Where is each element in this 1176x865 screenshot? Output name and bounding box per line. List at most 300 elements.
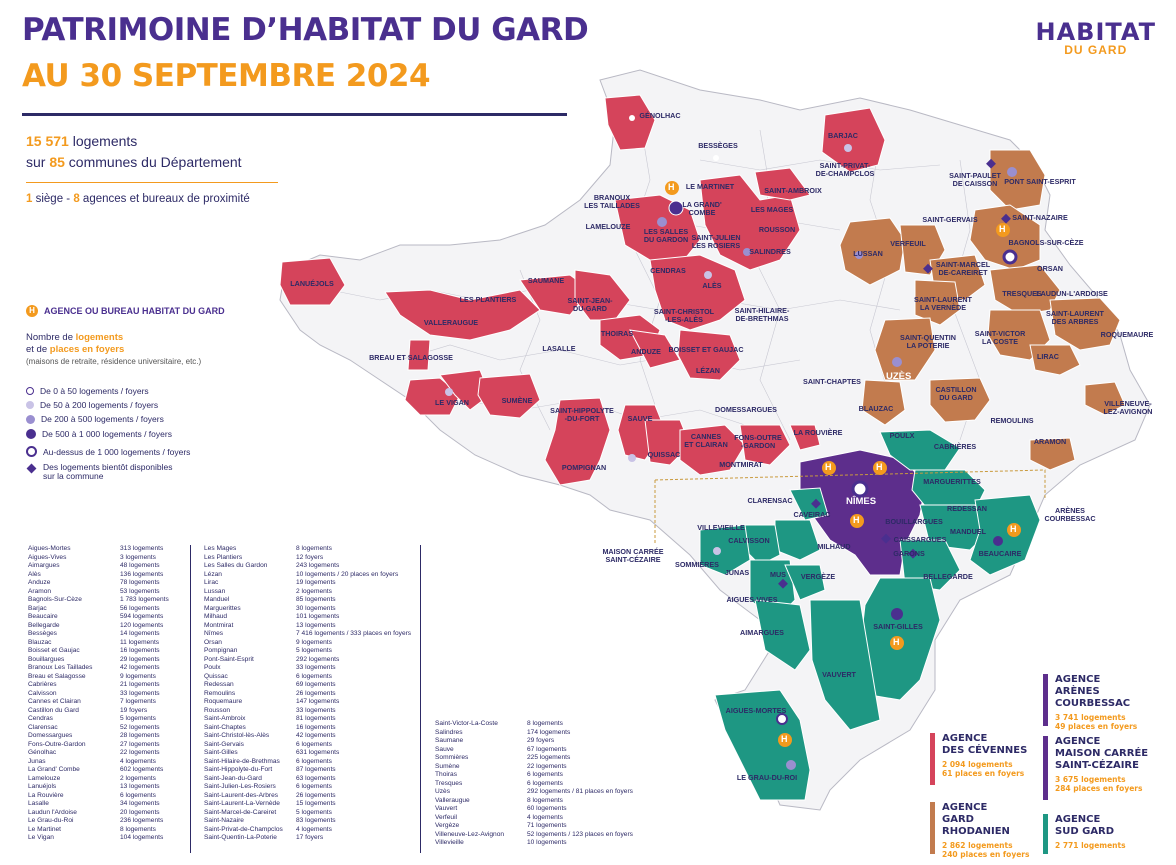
commune-name: Orsan bbox=[204, 638, 222, 646]
map-label: SALINDRES bbox=[749, 247, 791, 256]
commune-count: 6 logements bbox=[527, 779, 563, 787]
commune-count: 29 foyers bbox=[527, 737, 555, 744]
commune-count: 136 logements bbox=[120, 570, 164, 578]
commune-count: 3 logements bbox=[120, 553, 156, 561]
marker-ales bbox=[704, 271, 712, 279]
map-label: MILHAUD bbox=[817, 542, 851, 551]
commune-name: Villevieille bbox=[435, 839, 464, 846]
map-label: AIGUES-MORTES bbox=[725, 706, 787, 715]
marker-pont-st-esprit bbox=[1007, 167, 1017, 177]
commune-name: Sommières bbox=[435, 754, 469, 761]
commune-count: 2 logements bbox=[296, 587, 332, 595]
commune-name: Bellegarde bbox=[28, 621, 60, 629]
map-label: PONT SAINT-ESPRIT bbox=[1004, 177, 1076, 186]
commune-name: Salindres bbox=[435, 728, 463, 736]
map-label: SAINT-GILLES bbox=[873, 622, 923, 631]
agence-h-icon: H bbox=[853, 515, 860, 525]
agence-h-icon: H bbox=[1010, 524, 1017, 534]
map-label: BEAUCAIRE bbox=[978, 549, 1022, 558]
commune-count: 2 logements bbox=[120, 774, 156, 782]
legend-size-50-200: De 50 à 200 logements / foyers bbox=[26, 400, 158, 410]
map-label: LES PLANTIERS bbox=[459, 295, 517, 304]
commune-name: Saint-Christol-lès-Alès bbox=[204, 732, 270, 739]
map-label: SAINT-JULIEN LES ROSIERS bbox=[691, 233, 741, 250]
agency-sud-gard: AGENCE SUD GARD 2 771 logements bbox=[1043, 814, 1171, 854]
map-label: LANUÉJOLS bbox=[290, 279, 334, 288]
commune-count: 19 foyers bbox=[120, 706, 148, 714]
commune-count: 5 logements bbox=[296, 808, 332, 816]
map-label: SAINT-PRIVAT- DE-CHAMPCLOS bbox=[815, 161, 875, 178]
map-label-uzes: UZÈS bbox=[886, 371, 912, 382]
map-label: LAUDUN-L'ARDOISE bbox=[1036, 289, 1108, 298]
commune-name: Saint-Laurent-des-Arbres bbox=[204, 791, 279, 799]
commune-name: Les Plantiers bbox=[204, 553, 243, 561]
map-label: SUMÈNE bbox=[501, 396, 533, 405]
legend-intro: Nombre de logements et de places en foyers (maisons de retraite, résidence universitaire, etc.) bbox=[26, 332, 202, 366]
commune-count: 12 foyers bbox=[296, 553, 324, 561]
commune-count: 56 logements bbox=[120, 604, 160, 612]
commune-count: 33 logements bbox=[120, 689, 160, 697]
map-label: BESSÈGES bbox=[698, 141, 738, 150]
map-label: SOMMIÈRES bbox=[675, 560, 719, 569]
marker-beaucaire bbox=[993, 536, 1003, 546]
map-label: CASTILLON DU GARD bbox=[935, 385, 977, 402]
map-label: MANDUEL bbox=[950, 527, 986, 536]
commune-count: 27 logements bbox=[120, 740, 160, 748]
commune-count: 8 logements bbox=[120, 825, 156, 833]
map-label: SAUVE bbox=[627, 414, 653, 423]
map-label: CANNES ET CLAIRAN bbox=[684, 432, 728, 449]
commune-count: 22 logements bbox=[527, 762, 567, 770]
commune-name: Le Martinet bbox=[28, 825, 61, 833]
map-label: JUNAS bbox=[724, 568, 750, 577]
commune-count: 101 logements bbox=[296, 613, 340, 620]
commune-count: 6 logements bbox=[296, 757, 332, 765]
commune-name: Quissac bbox=[204, 672, 228, 680]
commune-name: Vauvert bbox=[435, 805, 458, 812]
page-title-line1: PATRIMOINE D’HABITAT DU GARD bbox=[22, 12, 589, 48]
commune-name: Marguerittes bbox=[204, 604, 241, 612]
map-label: ANDUZE bbox=[631, 347, 661, 356]
marker-genolhac bbox=[629, 115, 635, 121]
commune-count: 225 logements bbox=[527, 754, 571, 761]
commune-count: 17 foyers bbox=[296, 834, 324, 841]
commune-count: 85 logements bbox=[296, 596, 336, 603]
map-label: CALVISSON bbox=[728, 536, 770, 545]
commune-name: Aimargues bbox=[28, 562, 60, 569]
map-label: GÉNOLHAC bbox=[639, 111, 681, 120]
map-label: SAINT-HIPPOLYTE -DU-FORT bbox=[550, 406, 614, 423]
commune-count: 6 logements bbox=[120, 791, 156, 799]
habitat-du-gard-logo: HABITAT DU GARD bbox=[1035, 18, 1156, 57]
map-label: CAVEIRAC bbox=[793, 510, 831, 519]
map-label: LAMELOUZE bbox=[585, 222, 631, 231]
commune-name: Saint-Quentin-La-Poterie bbox=[204, 834, 277, 841]
commune-name: Les Mages bbox=[204, 545, 237, 552]
commune-count: 69 logements bbox=[296, 681, 336, 688]
commune-count: 60 logements bbox=[527, 805, 567, 812]
map-label: POULX bbox=[889, 431, 915, 440]
map-label-nimes: NÎMES bbox=[846, 496, 877, 507]
map-label: BOISSET ET GAUJAC bbox=[668, 345, 744, 354]
commune-name: Saint-Ambroix bbox=[204, 715, 246, 722]
commune-name: Uzès bbox=[435, 788, 451, 795]
commune-name: Tresques bbox=[435, 779, 463, 787]
map-label: VERGÈZE bbox=[800, 572, 836, 581]
commune-name: Le Vigan bbox=[28, 834, 54, 841]
map-label: SAINT-CHAPTES bbox=[803, 377, 861, 386]
map-label: ARAMON bbox=[1033, 437, 1067, 446]
commune-name: Saint-Chaptes bbox=[204, 723, 246, 731]
commune-name: Branoux Les Taillades bbox=[28, 664, 93, 671]
commune-name: Lirac bbox=[204, 579, 219, 586]
map-label: LE VIGAN bbox=[435, 398, 469, 407]
commune-count: 6 logements bbox=[296, 740, 332, 748]
commune-name: La Rouvière bbox=[28, 791, 64, 799]
agence-h-icon: H bbox=[825, 462, 832, 472]
commune-count: 67 logements bbox=[527, 745, 567, 753]
commune-count: 13 logements bbox=[296, 621, 336, 629]
commune-count: 243 logements bbox=[296, 562, 340, 569]
map-label: SAINT-CHRISTOL -LES-ALÈS bbox=[653, 307, 715, 324]
commune-name: Saint-Gilles bbox=[204, 749, 238, 756]
commune-count: 13 logements bbox=[120, 783, 160, 790]
commune-name: Saint-Victor-La-Coste bbox=[435, 720, 498, 727]
commune-count: 19 logements bbox=[296, 579, 336, 586]
commune-name: Lussan bbox=[204, 587, 226, 595]
marker-sommieres bbox=[713, 547, 721, 555]
stat-logements: 15 571 logements bbox=[26, 133, 138, 149]
marker-bagnols bbox=[1004, 251, 1016, 263]
agency-arenes-courbessac: AGENCE ARÈNES COURBESSAC 3 741 logements 49 places en foyers bbox=[1043, 674, 1171, 726]
commune-count: 78 logements bbox=[120, 579, 160, 586]
commune-name: Boisset et Gaujac bbox=[28, 647, 80, 654]
commune-count: 33 logements bbox=[296, 664, 336, 671]
commune-count: 7 logements bbox=[120, 698, 156, 705]
commune-name: Saint-Marcel-de-Careiret bbox=[204, 808, 277, 816]
map-label: REDESSAN bbox=[947, 504, 987, 513]
commune-count: 22 logements bbox=[120, 749, 160, 756]
commune-count: 236 logements bbox=[120, 817, 164, 824]
commune-count: 52 logements / 123 places en foyers bbox=[527, 830, 633, 838]
commune-name: Beaucaire bbox=[28, 613, 58, 620]
commune-count: 104 logements bbox=[120, 834, 164, 841]
map-label: VILLEVIEILLE bbox=[697, 523, 745, 532]
commune-count: 292 logements bbox=[296, 655, 340, 663]
map-label: SAINT-JEAN- DU-GARD bbox=[567, 296, 613, 313]
agence-h-icon: H bbox=[781, 734, 788, 744]
commune-name: Verfeuil bbox=[435, 813, 457, 821]
commune-name: Junas bbox=[28, 757, 46, 765]
commune-count: 6 logements bbox=[296, 783, 332, 790]
map-label: SAINT-NAZAIRE bbox=[1012, 213, 1068, 222]
agency-cevennes: AGENCE DES CÉVENNES 2 094 logements 61 places en foyers bbox=[930, 733, 1040, 785]
commune-count: 8 logements bbox=[527, 720, 563, 727]
commune-name: Castillon du Gard bbox=[28, 706, 79, 714]
commune-name: Nîmes bbox=[204, 630, 224, 637]
map-label: CABRIÈRES bbox=[933, 442, 977, 451]
commune-name: Génolhac bbox=[28, 749, 57, 756]
map-label: ARÈNES COURBESSAC bbox=[1044, 506, 1096, 523]
map-label: DOMESSARGUES bbox=[715, 405, 777, 414]
map-label: LA ROUVIÈRE bbox=[793, 428, 843, 437]
commune-count: 120 logements bbox=[120, 621, 164, 629]
marker-la-grand-combe bbox=[669, 201, 683, 215]
commune-name: Roquemaure bbox=[204, 698, 243, 705]
agency-maison-carree: AGENCE MAISON CARRÉE SAINT-CÉZAIRE 3 675 logements 284 places en foyers bbox=[1043, 736, 1171, 800]
map-label: LASALLE bbox=[542, 344, 576, 353]
commune-name: Remoulins bbox=[204, 689, 236, 697]
map-label: ORSAN bbox=[1037, 264, 1063, 273]
map-label: LÉZAN bbox=[696, 366, 720, 375]
commune-count: 631 logements bbox=[296, 749, 340, 756]
commune-count: 6 logements bbox=[527, 771, 563, 778]
commune-name: Aigues-Mortes bbox=[28, 545, 71, 552]
commune-name: Breau et Salagosse bbox=[28, 672, 86, 680]
commune-name: Pompignan bbox=[204, 647, 238, 654]
map-label: ALÈS bbox=[702, 281, 722, 290]
commune-count: 81 logements bbox=[296, 715, 336, 722]
commune-count: 15 logements bbox=[296, 800, 336, 807]
commune-count: 6 logements bbox=[296, 672, 332, 680]
commune-name: Barjac bbox=[28, 604, 47, 612]
commune-count: 4 logements bbox=[527, 813, 563, 821]
commune-count: 5 logements bbox=[120, 715, 156, 722]
commune-name: Bouillargues bbox=[28, 655, 65, 663]
commune-count: 313 logements bbox=[120, 545, 164, 552]
commune-count: 63 logements bbox=[296, 774, 336, 782]
agence-icon: H bbox=[26, 305, 38, 317]
commune-name: Rousson bbox=[204, 706, 231, 714]
map-label: ROQUEMAURE bbox=[1100, 330, 1154, 339]
map-label: SAINT-LAURENT LA VERNÈDE bbox=[914, 295, 972, 312]
stat-agences: 1 siège - 8 agences et bureaux de proximité bbox=[26, 193, 250, 205]
map-label: THOIRAS bbox=[600, 329, 634, 338]
commune-name: Bagnols-Sur-Cèze bbox=[28, 596, 82, 603]
commune-name: Saint-Julien-Les-Rosiers bbox=[204, 783, 276, 790]
commune-name: Thoiras bbox=[435, 771, 457, 778]
commune-count: 33 logements bbox=[296, 706, 336, 714]
map-label: MUS bbox=[770, 570, 786, 579]
commune-name: Saint-Laurent-La-Vernède bbox=[204, 800, 280, 807]
commune-name: Bessèges bbox=[28, 630, 57, 637]
map-label: SAINT-PAULET DE CAISSON bbox=[949, 171, 1001, 188]
commune-name: Valleraugue bbox=[435, 796, 470, 804]
commune-name: Poulx bbox=[204, 664, 221, 671]
legend-soon: Des logements bientôt disponibles sur la commune bbox=[26, 463, 172, 481]
map-label: BRANOUX LES TAILLADES bbox=[584, 193, 640, 210]
commune-name: Saumane bbox=[435, 737, 464, 744]
commune-count: 4 logements bbox=[296, 825, 332, 833]
commune-count: 10 logements bbox=[527, 839, 567, 846]
commune-count: 26 logements bbox=[296, 689, 336, 697]
commune-count: 8 logements bbox=[527, 796, 563, 804]
commune-name: Saint-Hilaire-de-Brethmas bbox=[204, 757, 280, 765]
commune-name: Sauve bbox=[435, 745, 454, 753]
commune-count: 4 logements bbox=[120, 757, 156, 765]
commune-count: 34 logements bbox=[120, 800, 160, 807]
map-label: MAISON CARRÉE SAINT-CÉZAIRE bbox=[602, 547, 664, 564]
agence-h-icon: H bbox=[668, 182, 675, 192]
map-label: TRESQUES bbox=[1002, 289, 1042, 298]
commune-count: 26 logements bbox=[296, 791, 336, 799]
map-label: LE MARTINET bbox=[685, 182, 735, 191]
marker-quissac bbox=[628, 454, 636, 462]
commune-count: 11 logements bbox=[120, 638, 160, 646]
commune-name: Calvisson bbox=[28, 689, 57, 697]
map-label: BOUILLARGUES bbox=[885, 517, 943, 526]
marker-le-vigan bbox=[445, 388, 453, 396]
marker-aigues-mortes bbox=[777, 714, 787, 724]
commune-name: Villeneuve-Lez-Avignon bbox=[435, 830, 505, 838]
commune-count: 28 logements bbox=[120, 732, 160, 739]
commune-name: Domessargues bbox=[28, 732, 73, 739]
map-label: VALLERAUGUE bbox=[423, 318, 479, 327]
commune-count: 1 783 logements bbox=[120, 596, 169, 603]
agency-gard-rhodanien: AGENCE GARD RHODANIEN 2 862 logements 240 places en foyers bbox=[930, 802, 1040, 854]
commune-name: Anduze bbox=[28, 579, 51, 586]
commune-name: Manduel bbox=[204, 596, 230, 603]
map-label: SAINT-AMBROIX bbox=[764, 186, 822, 195]
map-label: LA GRAND' COMBE bbox=[682, 200, 722, 217]
map-label: SAINT-LAURENT DES ARBRES bbox=[1046, 309, 1104, 326]
marker-nimes bbox=[853, 482, 867, 496]
map-label: GARONS bbox=[893, 549, 925, 558]
commune-name: Cabrières bbox=[28, 681, 57, 688]
marker-saint-gilles bbox=[891, 608, 903, 620]
commune-name: Vergèze bbox=[435, 822, 460, 829]
commune-name: La Grand' Combe bbox=[28, 766, 80, 773]
commune-count: 21 logements bbox=[120, 681, 160, 688]
commune-name: Redessan bbox=[204, 681, 234, 688]
marker-les-salles bbox=[657, 217, 667, 227]
commune-count: 16 logements bbox=[120, 647, 160, 654]
map-label: VERFEUIL bbox=[890, 239, 926, 248]
map-label: FONS-OUTRE -GARDON bbox=[734, 433, 782, 450]
commune-count: 9 logements bbox=[296, 638, 332, 646]
map-label: CLARENSAC bbox=[747, 496, 793, 505]
map-label: LIRAC bbox=[1037, 352, 1059, 361]
commune-count: 52 logements bbox=[120, 723, 160, 731]
commune-name: Les Salles du Gardon bbox=[204, 562, 268, 569]
map-label: LES MAGES bbox=[750, 205, 794, 214]
legend-size-500-1000: De 500 à 1 000 logements / foyers bbox=[26, 429, 172, 439]
map-label: BREAU ET SALAGOSSE bbox=[369, 353, 453, 362]
commune-count: 16 logements bbox=[296, 723, 336, 731]
commune-count: 48 logements bbox=[120, 562, 160, 569]
map-label: SAUMANE bbox=[527, 276, 565, 285]
page-title-line2: AU 30 SEPTEMBRE 2024 bbox=[22, 58, 431, 94]
commune-name: Lasalle bbox=[28, 800, 49, 807]
commune-name: Aigues-Vives bbox=[28, 553, 67, 561]
map-label: BAGNOLS-SUR-CÈZE bbox=[1008, 238, 1084, 247]
map-label: BLAUZAC bbox=[858, 404, 894, 413]
commune-name: Cannes et Clairan bbox=[28, 698, 81, 705]
commune-count: 174 logements bbox=[527, 728, 571, 736]
commune-count: 42 logements bbox=[296, 732, 336, 739]
legend-size-0-50: De 0 à 50 logements / foyers bbox=[26, 386, 149, 396]
map-label: QUISSAC bbox=[647, 450, 681, 459]
commune-count: 42 logements bbox=[120, 664, 160, 671]
map-label: SAINT-HILAIRE- DE-BRETHMAS bbox=[734, 306, 790, 323]
commune-count: 594 logements bbox=[120, 613, 164, 620]
commune-count: 9 logements bbox=[120, 672, 156, 680]
commune-name: Blauzac bbox=[28, 638, 52, 646]
commune-count: 53 logements bbox=[120, 587, 160, 595]
stat-communes: sur 85 communes du Département bbox=[26, 154, 242, 170]
map-label: AIGUES-VIVES bbox=[726, 595, 778, 604]
map-label: LUSSAN bbox=[853, 249, 883, 258]
marker-besseges bbox=[713, 155, 719, 161]
commune-count: 14 logements bbox=[120, 630, 160, 637]
map-label: VILLENEUVE- LEZ-AVIGNON bbox=[1103, 399, 1153, 416]
commune-name: Saint-Gervais bbox=[204, 740, 244, 748]
commune-count: 29 logements bbox=[120, 655, 160, 663]
commune-name: Lézan bbox=[204, 570, 222, 578]
legend-agence: H AGENCE OU BUREAU HABITAT DU GARD bbox=[26, 305, 225, 317]
agence-h-icon: H bbox=[999, 224, 1006, 234]
agence-h-icon: H bbox=[893, 637, 900, 647]
commune-name: Lanuéjols bbox=[28, 783, 57, 790]
map-label: SAINT-GERVAIS bbox=[922, 215, 978, 224]
marker-uzes bbox=[892, 357, 902, 367]
commune-count: 83 logements bbox=[296, 817, 336, 824]
commune-name: Sumène bbox=[435, 762, 460, 770]
commune-name: Pont-Saint-Esprit bbox=[204, 655, 254, 663]
map-label: VAUVERT bbox=[822, 670, 856, 679]
map-label: POMPIGNAN bbox=[561, 463, 607, 472]
commune-name: Saint-Nazaire bbox=[204, 817, 244, 824]
commune-count: 602 logements bbox=[120, 766, 164, 773]
map-label: BELLEGARDE bbox=[923, 572, 973, 581]
map-label: SAINT-MARCEL DE-CAREIRET bbox=[935, 260, 991, 277]
map-label: MONTMIRAT bbox=[719, 460, 763, 469]
map-label: AIMARGUES bbox=[740, 628, 784, 637]
commune-count: 20 logements bbox=[120, 808, 160, 816]
commune-name: Saint-Privat-de-Champclos bbox=[204, 825, 283, 833]
commune-name: Saint-Jean-du-Gard bbox=[204, 774, 262, 782]
commune-count: 147 logements bbox=[296, 698, 340, 705]
commune-name: Fons-Outre-Gardon bbox=[28, 740, 86, 748]
commune-name: Saint-Hippolyte-du-Fort bbox=[204, 766, 273, 773]
map-label: ROUSSON bbox=[758, 225, 796, 234]
commune-name: Clarensac bbox=[28, 723, 58, 731]
commune-count: 292 logements / 81 places en foyers bbox=[527, 788, 633, 795]
commune-name: Laudun l'Ardoise bbox=[28, 808, 77, 816]
map-label: CENDRAS bbox=[650, 266, 686, 275]
commune-name: Aramon bbox=[28, 587, 52, 595]
commune-count: 7 416 logements / 333 places en foyers bbox=[296, 630, 412, 637]
commune-name: Le Grau-du-Roi bbox=[28, 817, 74, 824]
map-label: MARGUERITTES bbox=[923, 477, 981, 486]
commune-count: 10 logements / 20 places en foyers bbox=[296, 570, 399, 578]
map-label: BARJAC bbox=[828, 131, 858, 140]
commune-count: 87 logements bbox=[296, 766, 336, 773]
map-label: REMOULINS bbox=[990, 416, 1034, 425]
commune-count: 30 logements bbox=[296, 604, 336, 612]
legend-size-1000-plus: Au-dessus de 1 000 logements / foyers bbox=[26, 446, 190, 457]
commune-name: Alès bbox=[28, 570, 41, 578]
map-label: CAISSARGUES bbox=[893, 535, 947, 544]
agence-h-icon: H bbox=[876, 462, 883, 472]
commune-count: 5 logements bbox=[296, 647, 332, 654]
map-label: LE GRAU-DU-ROI bbox=[736, 773, 798, 782]
map-label: SAINT-VICTOR LA COSTE bbox=[974, 329, 1026, 346]
commune-name: Cendras bbox=[28, 715, 53, 722]
commune-name: Lamelouze bbox=[28, 774, 61, 782]
commune-count: 8 logements bbox=[296, 545, 332, 552]
commune-count: 71 logements bbox=[527, 822, 567, 829]
